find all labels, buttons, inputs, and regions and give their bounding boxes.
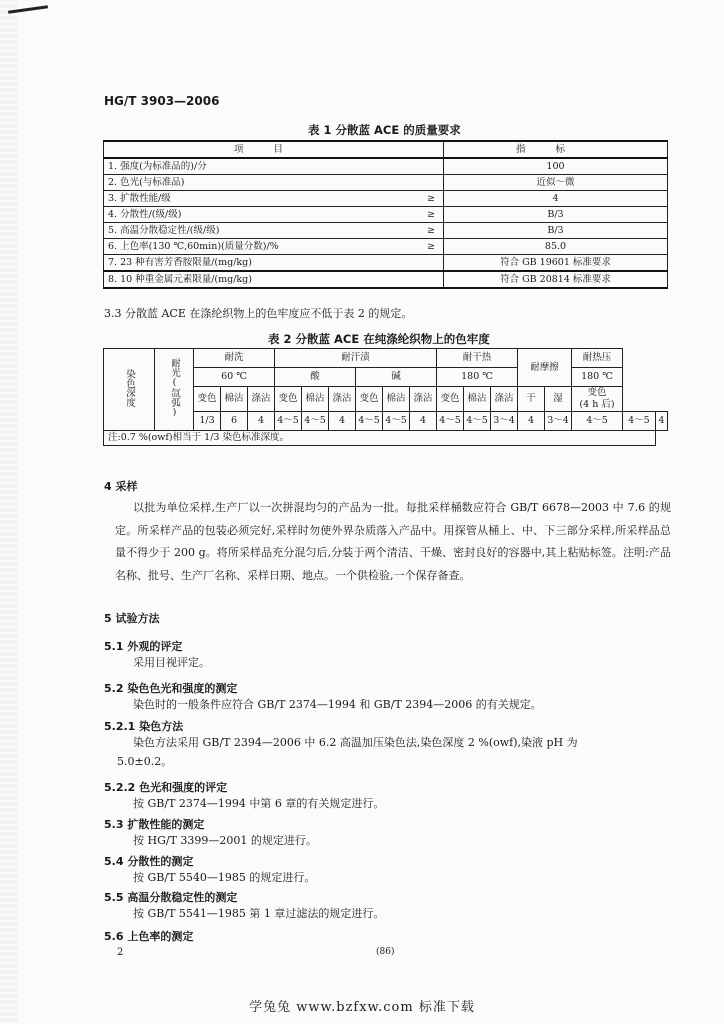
fastness-cell: 4	[518, 412, 545, 431]
section-5-2-1-body: 染色方法采用 GB/T 2394—2006 中 6.2 高温加压染色法,染色深度 2 %(owf),染液 pH 为	[133, 736, 578, 749]
page-mark: (86)	[376, 947, 395, 957]
fastness-cell: 4～5	[464, 412, 491, 431]
section-5-2-1-body-cont: 5.0±0.2。	[117, 755, 173, 768]
row-sign: ≥	[411, 223, 444, 239]
section-5-2-2-body: 按 GB/T 2374—1994 中第 6 章的有关规定进行。	[133, 797, 385, 810]
wash-cotton-header: 棉沾	[221, 387, 248, 412]
fastness-cell: 4～5	[437, 412, 464, 431]
fastness-cell: 4	[248, 412, 275, 431]
row-sign: ≥	[411, 207, 444, 223]
row-sign	[411, 271, 444, 288]
row-item: 3. 扩散性能/级	[104, 191, 412, 207]
dryheat-cotton-header: 棉沾	[464, 387, 491, 412]
row-item: 8. 10 种重金属元素限量/(mg/kg)	[104, 271, 412, 288]
rub-dry-header: 干	[518, 387, 545, 412]
fastness-cell: 3～4	[545, 412, 572, 431]
dryheat-header: 耐干热	[437, 349, 518, 368]
section-5-5-body: 按 GB/T 5541—1985 第 1 章过滤法的规定进行。	[133, 907, 385, 920]
section-4-body: 以批为单位采样,生产厂以一次拼混均匀的产品为一批。每批采样桶数应符合 GB/T 6678—2003 中 7.6 的规定。所采样产品的包装必须完好,采样时勿使外界杂质落入产品中。用探管从桶上、中、下三部分采样,所采样品总量不得少于 200 g。将所采样品充分混匀后,分装于两个清洁、干燥、密封良好的容器中,其上粘贴标签。注明:产品名称、批号、生产厂名称、采样日期、地点。一个供检验,一个保存备查。	[115, 501, 671, 582]
row-sign	[411, 255, 444, 272]
page-number: 2	[117, 947, 124, 958]
row-value: 近似～微	[444, 175, 668, 191]
row-value: B/3	[444, 207, 668, 223]
hotpress-change-sub: (4 h 后)	[579, 399, 615, 410]
row-value: 符合 GB 20814 标准要求	[444, 271, 668, 288]
row-item: 7. 23 种有害芳香胺限量/(mg/kg)	[104, 255, 412, 272]
standard-code: HG/T 3903—2006	[104, 94, 220, 108]
row-value: B/3	[444, 223, 668, 239]
color-fastness-table	[103, 348, 668, 446]
alkali-cotton-header: 棉沾	[383, 387, 410, 412]
section-5-2-body: 染色时的一般条件应符合 GB/T 2374—1994 和 GB/T 2394—2006 的有关规定。	[133, 698, 542, 711]
fastness-cell: 4～5	[302, 412, 329, 431]
row-sign	[411, 175, 444, 191]
section-5-5-title: 5.5 高温分散稳定性的测定	[104, 891, 238, 904]
section-5-1-title: 5.1 外观的评定	[104, 640, 183, 653]
table-row	[104, 207, 668, 223]
rub-wet-header: 湿	[545, 387, 572, 412]
col-item-header: 项目	[104, 141, 444, 158]
alkali-header: 碱	[356, 368, 437, 387]
fastness-cell: 4～5	[356, 412, 383, 431]
fastness-cell: 4～5	[622, 412, 655, 431]
section-5-1-body: 采用目视评定。	[133, 656, 210, 669]
table-row	[104, 239, 668, 255]
wash-temp: 60 ℃	[194, 368, 275, 387]
section-5-4-title: 5.4 分散性的测定	[104, 855, 194, 868]
light-header: 耐光(氙弧)	[155, 349, 194, 431]
row-sign: ≥	[411, 239, 444, 255]
hotpress-change-header	[572, 387, 623, 412]
table-row	[104, 255, 668, 272]
fastness-cell: 3～4	[491, 412, 518, 431]
quality-requirements-table	[103, 140, 668, 289]
fastness-cell: 4～5	[572, 412, 623, 431]
section-4-heading: 4 采样	[104, 480, 138, 493]
table-row	[104, 223, 668, 239]
table-row	[104, 175, 668, 191]
wash-poly-header: 涤沾	[248, 387, 275, 412]
dryheat-temp: 180 ℃	[437, 368, 518, 387]
table-row	[104, 271, 668, 288]
row-value: 符合 GB 19601 标准要求	[444, 255, 668, 272]
section-5-6-title: 5.6 上色率的测定	[104, 930, 194, 943]
fastness-cell: 6	[221, 412, 248, 431]
wash-change-header: 变色	[194, 387, 221, 412]
section-5-3-title: 5.3 扩散性能的测定	[104, 818, 205, 831]
row-item: 4. 分散性/(级/级)	[104, 207, 412, 223]
row-sign	[411, 158, 444, 175]
row-value: 4	[444, 191, 668, 207]
fastness-cell: 4	[655, 412, 667, 431]
hotpress-change-label: 变色	[587, 387, 607, 398]
fastness-cell: 4	[329, 412, 356, 431]
table-row	[104, 158, 668, 175]
fastness-cell: 1/3	[194, 412, 221, 431]
section-5-2-1-title: 5.2.1 染色方法	[104, 720, 184, 733]
section-5-2-title: 5.2 染色色光和强度的测定	[104, 682, 238, 695]
fastness-cell: 4	[410, 412, 437, 431]
fastness-cell: 4～5	[275, 412, 302, 431]
dryheat-poly-header: 涤沾	[491, 387, 518, 412]
rub-header: 耐摩擦	[518, 349, 572, 387]
acid-poly-header: 涤沾	[329, 387, 356, 412]
col-value-header: 指标	[444, 141, 668, 158]
section-5-3-body: 按 HG/T 3399—2001 的规定进行。	[133, 834, 317, 847]
hotpress-header: 耐热压	[572, 349, 623, 368]
sweat-header: 耐汗渍	[275, 349, 437, 368]
row-item: 6. 上色率(130 ℃,60min)(质量分数)/%	[104, 239, 412, 255]
row-value: 85.0	[444, 239, 668, 255]
hotpress-temp: 180 ℃	[572, 368, 623, 387]
dryheat-change-header: 变色	[437, 387, 464, 412]
row-value: 100	[444, 158, 668, 175]
table1-caption: 表 1 分散蓝 ACE 的质量要求	[308, 123, 461, 137]
table2-note: 注:0.7 %(owf)相当于 1/3 染色标准深度。	[104, 431, 656, 446]
section-5-heading: 5 试验方法	[104, 612, 160, 625]
section-3-3: 3.3 分散蓝 ACE 在涤纶织物上的色牢度应不低于表 2 的规定。	[104, 307, 413, 320]
row-sign: ≥	[411, 191, 444, 207]
watermark: 学兔兔 www.bzfxw.com 标准下载	[249, 1000, 475, 1015]
fastness-cell: 4～5	[383, 412, 410, 431]
section-5-4-body: 按 GB/T 5540—1985 的规定进行。	[133, 871, 316, 884]
acid-header: 酸	[275, 368, 356, 387]
depth-header: 染色深度	[104, 349, 155, 431]
acid-change-header: 变色	[275, 387, 302, 412]
scan-edge	[0, 0, 18, 1024]
table2-caption: 表 2 分散蓝 ACE 在纯涤纶织物上的色牢度	[268, 332, 490, 346]
table-header-row	[104, 141, 668, 158]
alkali-change-header: 变色	[356, 387, 383, 412]
row-item: 1. 强度(为标准品的)/分	[104, 158, 412, 175]
section-5-2-2-title: 5.2.2 色光和强度的评定	[104, 781, 228, 794]
acid-cotton-header: 棉沾	[302, 387, 329, 412]
wash-header: 耐洗	[194, 349, 275, 368]
alkali-poly-header: 涤沾	[410, 387, 437, 412]
row-item: 5. 高温分散稳定性/(级/级)	[104, 223, 412, 239]
row-item: 2. 色光(与标准品)	[104, 175, 412, 191]
table-row	[104, 191, 668, 207]
